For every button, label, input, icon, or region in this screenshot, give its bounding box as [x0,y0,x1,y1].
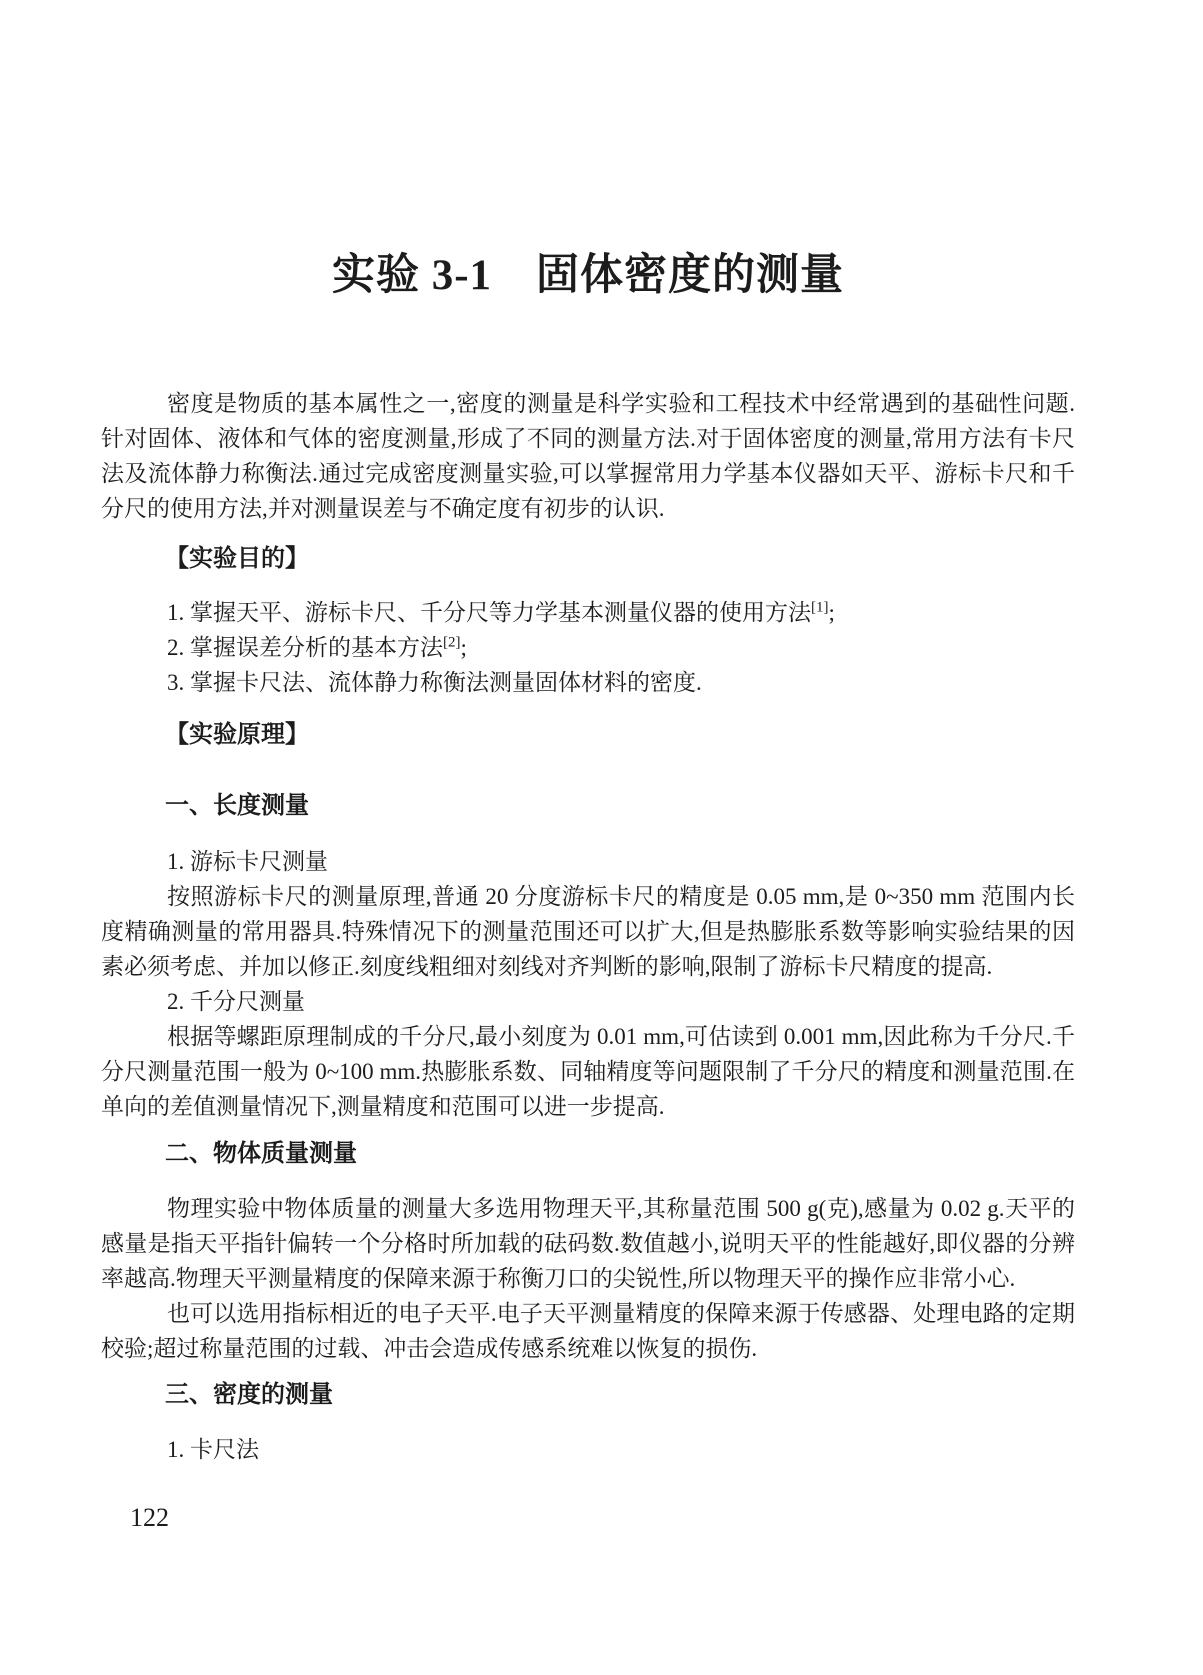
objective-item-tail: ; [828,600,835,625]
page-number: 122 [130,1503,169,1532]
section-heading-principle: 【实验原理】 [165,721,309,748]
subsection-heading-length: 一、长度测量 [165,792,309,819]
item-heading-vernier: 1. 游标卡尺测量 [167,849,328,874]
footnote-ref: [2] [443,634,461,651]
subsection-heading-density: 三、密度的测量 [165,1381,333,1408]
objectives-list [101,595,1075,700]
paragraph-electronic-balance: 也可以选用指标相近的电子天平.电子天平测量精度的保障来源于传感器、处理电路的定期校验;超过称量范围的过载、冲击会造成传感系统难以恢复的损伤. [101,1301,1075,1361]
item-heading-caliper: 1. 卡尺法 [167,1437,259,1462]
objective-item [167,665,1075,700]
objective-item-text: 2. 掌握误差分析的基本方法 [167,635,443,660]
objective-item [167,595,1075,630]
objective-item-tail: ; [460,635,467,660]
page-title: 实验 3-1 固体密度的测量 [331,252,845,299]
paragraph-balance: 物理实验中物体质量的测量大多选用物理天平,其称量范围 500 g(克),感量为 0.02 g.天平的感量是指天平指针偏转一个分格时所加载的砝码数.数值越小,说明天平的性能越好,即仪器的分辨率越高.物理天平测量精度的保障来源于称衡刀口的尖锐性,所以物理天平的操作应非常小心. [101,1196,1075,1291]
item-heading-micrometer: 2. 千分尺测量 [167,989,305,1014]
section-heading-objectives: 【实验目的】 [165,545,309,572]
subsection-heading-mass: 二、物体质量测量 [165,1140,357,1167]
objective-item-text: 3. 掌握卡尺法、流体静力称衡法测量固体材料的密度. [167,670,702,695]
intro-paragraph: 密度是物质的基本属性之一,密度的测量是科学实验和工程技术中经常遇到的基础性问题.针对固体、液体和气体的密度测量,形成了不同的测量方法.对于固体密度的测量,常用方法有卡尺法及流体静力称衡法.通过完成密度测量实验,可以掌握常用力学基本仪器如天平、游标卡尺和千分尺的使用方法,并对测量误差与不确定度有初步的认识. [101,391,1075,521]
paragraph-micrometer: 根据等螺距原理制成的千分尺,最小刻度为 0.01 mm,可估读到 0.001 mm,因此称为千分尺.千分尺测量范围一般为 0~100 mm.热膨胀系数、同轴精度等问题限制了千分尺的精度和测量范围.在单向的差值测量情况下,测量精度和范围可以进一步提高. [101,1024,1075,1119]
paragraph-vernier: 按照游标卡尺的测量原理,普通 20 分度游标卡尺的精度是 0.05 mm,是 0~350 mm 范围内长度精确测量的常用器具.特殊情况下的测量范围还可以扩大,但是热膨胀系数等影响实验结果的因素必须考虑、并加以修正.刻度线粗细对刻线对齐判断的影响,限制了游标卡尺精度的提高. [101,884,1075,979]
page-content [101,0,1075,1467]
objective-item-text: 1. 掌握天平、游标卡尺、千分尺等力学基本测量仪器的使用方法 [167,600,811,625]
footnote-ref: [1] [811,599,829,616]
objective-item [167,630,1075,665]
